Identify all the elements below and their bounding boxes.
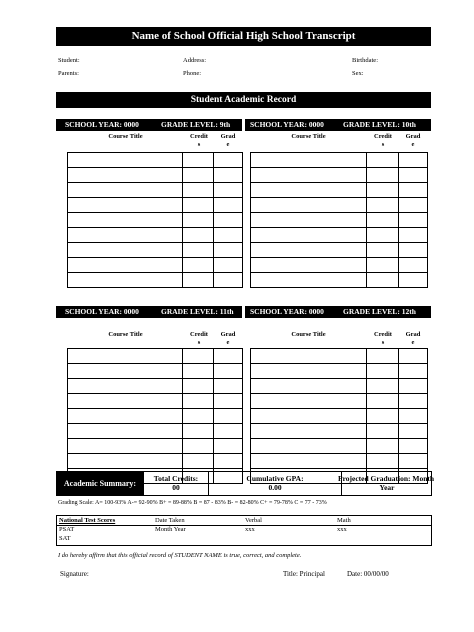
year-bar-11th <box>56 306 242 318</box>
grade-cell <box>214 424 243 439</box>
test-row-psat-name: PSAT <box>59 526 75 533</box>
course-title-cell <box>251 364 367 379</box>
grade-cell <box>214 213 243 228</box>
test-scores-box <box>56 515 432 546</box>
school-year-label: SCHOOL YEAR: 0000 <box>250 307 324 316</box>
course-title-cell <box>68 394 183 409</box>
credits-cell <box>183 349 214 364</box>
course-row <box>68 198 243 213</box>
grade-cell <box>214 228 243 243</box>
course-row <box>68 424 243 439</box>
grade-cell <box>399 364 428 379</box>
credits-cell <box>183 409 214 424</box>
credits-cell <box>367 409 399 424</box>
grade-cell <box>399 454 428 469</box>
course-title-cell <box>68 379 183 394</box>
course-row <box>68 349 243 364</box>
course-row <box>68 213 243 228</box>
grade-cell <box>214 409 243 424</box>
cumulative-gpa: Cumulative GPA: 0.00 <box>208 472 341 495</box>
course-title-header: Course Title <box>108 331 143 338</box>
course-row <box>251 349 428 364</box>
course-row <box>251 379 428 394</box>
course-row <box>68 183 243 198</box>
course-title-cell <box>251 439 367 454</box>
test-header-math: Math <box>337 517 351 524</box>
course-row <box>251 409 428 424</box>
grade-cell <box>214 394 243 409</box>
test-header-label: National Test Scores <box>59 517 116 524</box>
course-title-cell <box>251 168 367 183</box>
course-title-cell <box>68 364 183 379</box>
course-title-cell <box>251 228 367 243</box>
grade-cell <box>214 243 243 258</box>
student-label: Student: <box>58 57 80 64</box>
transcript-title: Name of School Official High School Transcript <box>56 27 431 46</box>
affirmation-statement: I do hereby affirm that this official record of STUDENT NAME is true, correct, and complete. <box>58 552 302 559</box>
credits-cell <box>367 379 399 394</box>
grade-header: Grad e <box>405 133 421 148</box>
grade-cell <box>214 439 243 454</box>
test-row-psat-math: xxx <box>337 526 347 533</box>
credits-cell <box>183 228 214 243</box>
school-year-label: SCHOOL YEAR: 0000 <box>250 120 324 129</box>
credits-cell <box>367 439 399 454</box>
course-row <box>68 379 243 394</box>
course-table-9th <box>67 152 243 288</box>
course-title-cell <box>251 198 367 213</box>
course-row <box>251 183 428 198</box>
grade-cell <box>399 183 428 198</box>
credits-header: Credit s <box>190 331 208 346</box>
course-row <box>68 439 243 454</box>
credits-header: Credit s <box>374 133 392 148</box>
course-title-cell <box>68 213 183 228</box>
grade-cell <box>399 349 428 364</box>
course-row <box>251 424 428 439</box>
course-table-10th <box>250 152 428 288</box>
course-title-header: Course Title <box>291 133 326 140</box>
grade-cell <box>214 153 243 168</box>
sex-label: Sex: <box>352 70 364 77</box>
course-title-cell <box>251 213 367 228</box>
course-row <box>68 168 243 183</box>
course-row <box>251 273 428 288</box>
grade-cell <box>399 439 428 454</box>
course-row <box>68 153 243 168</box>
grade-cell <box>399 168 428 183</box>
test-row-psat-verbal: xxx <box>245 526 255 533</box>
year-bar-9th <box>56 119 242 131</box>
signature-label: Signature: <box>60 570 89 578</box>
grade-cell <box>399 243 428 258</box>
credits-cell <box>367 243 399 258</box>
course-title-cell <box>251 379 367 394</box>
credits-cell <box>183 424 214 439</box>
grading-scale: Grading Scale: A= 100-93% A-= 92-90% B+ = 89-88% B = 87 - 83% B- = 82-80% C+ = 79-78% C = 77 - 73% <box>58 500 327 506</box>
credits-cell <box>183 183 214 198</box>
credits-cell <box>183 153 214 168</box>
phone-label: Phone: <box>183 70 202 77</box>
grade-cell <box>214 198 243 213</box>
grade-header: Grad e <box>220 331 236 346</box>
credits-cell <box>183 168 214 183</box>
grade-cell <box>399 379 428 394</box>
credits-header: Credit s <box>374 331 392 346</box>
year-bar-12th <box>245 306 431 318</box>
credits-cell <box>367 364 399 379</box>
parents-label: Parents: <box>58 70 79 77</box>
course-row <box>251 213 428 228</box>
grade-cell <box>399 273 428 288</box>
course-row <box>68 394 243 409</box>
course-row <box>251 168 428 183</box>
course-title-cell <box>251 258 367 273</box>
course-title-cell <box>251 424 367 439</box>
credits-cell <box>183 258 214 273</box>
grade-level-label: GRADE LEVEL: 9th <box>161 120 231 129</box>
credits-cell <box>183 364 214 379</box>
course-title-cell <box>68 228 183 243</box>
course-row <box>251 243 428 258</box>
course-row <box>251 153 428 168</box>
grade-header: Grad e <box>220 133 236 148</box>
academic-summary <box>56 471 435 496</box>
projected-graduation: Projected Graduation: Month Year <box>341 472 432 495</box>
grade-cell <box>214 273 243 288</box>
course-row <box>68 454 243 469</box>
course-title-cell <box>68 183 183 198</box>
course-title-cell <box>251 273 367 288</box>
credits-header: Credit s <box>190 133 208 148</box>
birthdate-label: Birthdate: <box>352 57 378 64</box>
credits-cell <box>367 424 399 439</box>
grade-cell <box>399 424 428 439</box>
course-title-cell <box>68 349 183 364</box>
course-row <box>251 394 428 409</box>
credits-cell <box>367 273 399 288</box>
grade-cell <box>399 394 428 409</box>
course-title-cell <box>68 454 183 469</box>
credits-cell <box>183 379 214 394</box>
grade-cell <box>399 198 428 213</box>
credits-cell <box>183 439 214 454</box>
title-label: Title: Principal <box>283 570 325 578</box>
credits-cell <box>183 213 214 228</box>
course-title-header: Course Title <box>108 133 143 140</box>
credits-cell <box>367 394 399 409</box>
year-bar-10th <box>245 119 431 131</box>
course-row <box>68 243 243 258</box>
grade-cell <box>399 153 428 168</box>
course-row <box>68 258 243 273</box>
credits-cell <box>367 454 399 469</box>
credits-cell <box>367 258 399 273</box>
grade-cell <box>214 364 243 379</box>
grade-cell <box>399 213 428 228</box>
grade-cell <box>214 258 243 273</box>
grade-cell <box>214 454 243 469</box>
course-title-cell <box>251 243 367 258</box>
grade-cell <box>214 349 243 364</box>
course-row <box>251 439 428 454</box>
grade-cell <box>214 183 243 198</box>
credits-cell <box>367 228 399 243</box>
credits-cell <box>367 153 399 168</box>
grade-cell <box>214 168 243 183</box>
course-row <box>251 364 428 379</box>
academic-summary-label: Academic Summary: <box>57 472 143 495</box>
course-title-cell <box>68 198 183 213</box>
address-label: Address: <box>183 57 207 64</box>
course-table-12th <box>250 348 428 484</box>
grade-level-label: GRADE LEVEL: 12th <box>343 307 416 316</box>
course-row <box>68 409 243 424</box>
course-row <box>251 228 428 243</box>
course-row <box>68 364 243 379</box>
credits-cell <box>183 454 214 469</box>
course-title-header: Course Title <box>291 331 326 338</box>
course-title-cell <box>251 183 367 198</box>
credits-cell <box>183 198 214 213</box>
course-row <box>68 273 243 288</box>
school-year-label: SCHOOL YEAR: 0000 <box>65 307 139 316</box>
grade-level-label: GRADE LEVEL: 10th <box>343 120 416 129</box>
date-label: Date: 00/00/00 <box>347 570 389 578</box>
course-table-11th <box>67 348 243 484</box>
course-row <box>68 228 243 243</box>
course-title-cell <box>68 273 183 288</box>
course-title-cell <box>68 258 183 273</box>
credits-cell <box>367 198 399 213</box>
course-row <box>251 198 428 213</box>
course-title-cell <box>251 153 367 168</box>
school-year-label: SCHOOL YEAR: 0000 <box>65 120 139 129</box>
academic-record-heading: Student Academic Record <box>56 92 431 108</box>
course-row <box>251 258 428 273</box>
test-row-sat-name: SAT <box>59 535 71 542</box>
course-title-cell <box>68 168 183 183</box>
course-title-cell <box>68 409 183 424</box>
grade-level-label: GRADE LEVEL: 11th <box>161 307 234 316</box>
credits-cell <box>367 183 399 198</box>
course-title-cell <box>251 349 367 364</box>
total-credits: Total Credits: 00 <box>143 472 208 495</box>
credits-cell <box>183 243 214 258</box>
credits-cell <box>367 213 399 228</box>
course-title-cell <box>68 153 183 168</box>
credits-cell <box>183 273 214 288</box>
credits-cell <box>367 349 399 364</box>
course-title-cell <box>251 394 367 409</box>
grade-cell <box>214 379 243 394</box>
grade-cell <box>399 258 428 273</box>
test-header-date: Date Taken <box>155 517 185 524</box>
test-row-psat-date: Month Year <box>155 526 186 533</box>
course-title-cell <box>251 409 367 424</box>
course-row <box>251 454 428 469</box>
credits-cell <box>367 168 399 183</box>
course-title-cell <box>68 439 183 454</box>
course-title-cell <box>68 424 183 439</box>
grade-cell <box>399 228 428 243</box>
course-title-cell <box>68 243 183 258</box>
course-title-cell <box>251 454 367 469</box>
credits-cell <box>183 394 214 409</box>
test-header-verbal: Verbal <box>245 517 262 524</box>
grade-header: Grad e <box>405 331 421 346</box>
grade-cell <box>399 409 428 424</box>
